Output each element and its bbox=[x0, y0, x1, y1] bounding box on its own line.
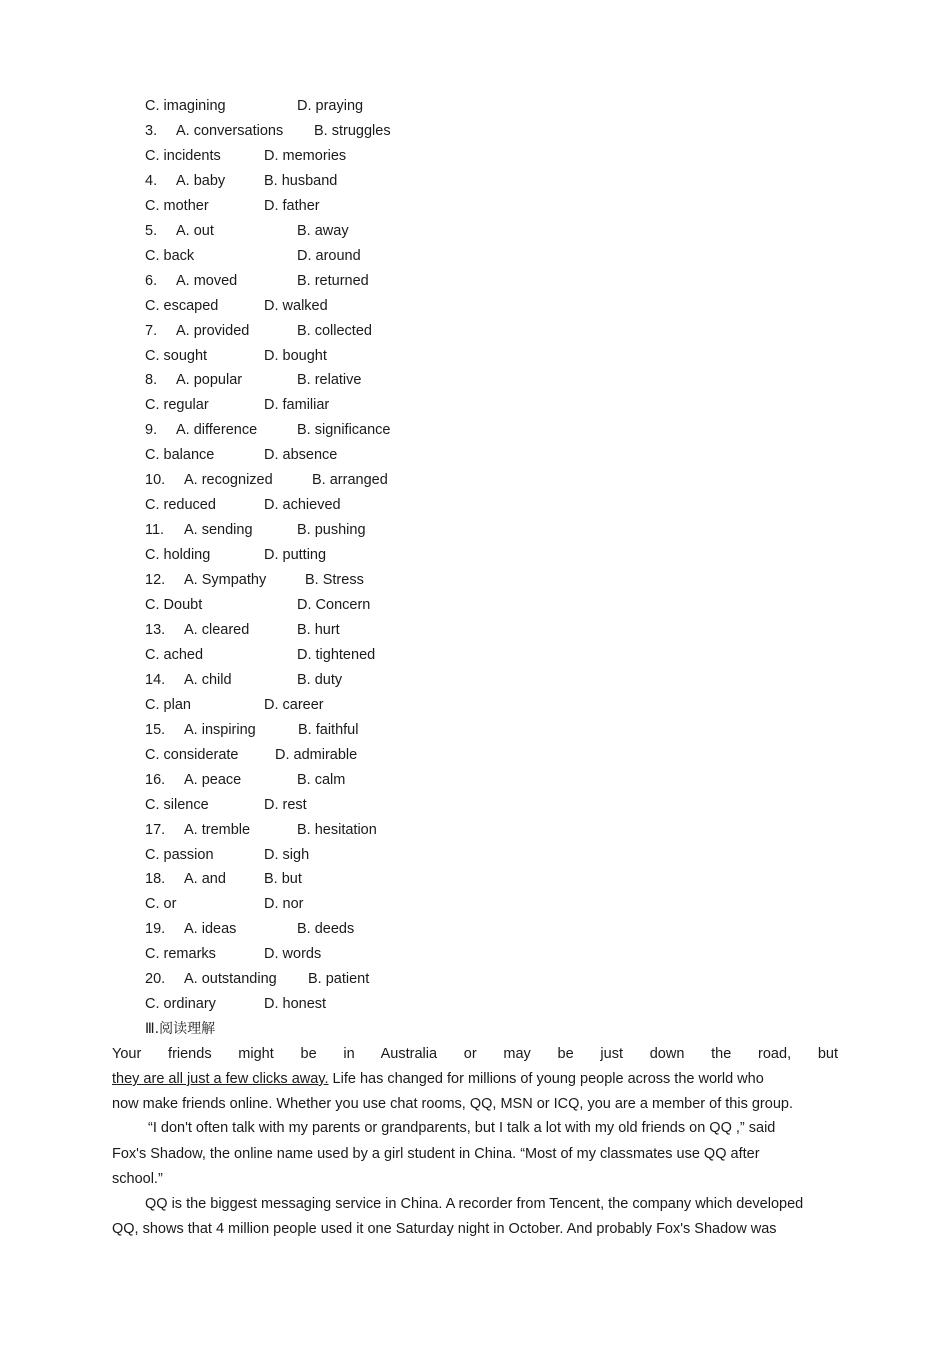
option-b: D. familiar bbox=[264, 397, 330, 413]
option-a: C. Doubt bbox=[145, 597, 203, 613]
option-a: A. out bbox=[176, 223, 214, 239]
option-b: D. sigh bbox=[264, 847, 310, 863]
passage-line: Your friends might be in Australia or may be just down the road, but bbox=[112, 1046, 838, 1062]
option-b: B. collected bbox=[297, 323, 372, 339]
option-a: C. imagining bbox=[145, 98, 226, 114]
option-a: C. escaped bbox=[145, 298, 219, 314]
option-b: D. words bbox=[264, 946, 322, 962]
option-a: C. back bbox=[145, 248, 195, 264]
option-b: D. around bbox=[297, 248, 361, 264]
option-b: D. memories bbox=[264, 148, 347, 164]
option-b: B. calm bbox=[297, 772, 346, 788]
option-a: A. peace bbox=[184, 772, 242, 788]
option-b: D. honest bbox=[264, 996, 327, 1012]
option-a: A. cleared bbox=[184, 622, 250, 638]
option-b: B. significance bbox=[297, 422, 391, 438]
option-b: B. returned bbox=[297, 273, 369, 289]
option-b: B. relative bbox=[297, 372, 362, 388]
option-b: D. rest bbox=[264, 797, 307, 813]
option-a: A. sending bbox=[184, 522, 253, 538]
option-a: C. or bbox=[145, 896, 177, 912]
option-a: C. considerate bbox=[145, 747, 239, 763]
option-b: B. hurt bbox=[297, 622, 340, 638]
passage-line: now make friends online. Whether you use chat rooms, QQ, MSN or ICQ, you are a member of this group. bbox=[112, 1096, 793, 1112]
option-b: B. duty bbox=[297, 672, 343, 688]
question-number: 16. bbox=[145, 772, 166, 788]
option-b: D. walked bbox=[264, 298, 328, 314]
question-number: 6. bbox=[145, 273, 158, 289]
option-b: D. putting bbox=[264, 547, 327, 563]
question-number: 9. bbox=[145, 422, 158, 438]
passage-line: QQ, shows that 4 million people used it one Saturday night in October. And probably Fox's Shadow was bbox=[112, 1221, 777, 1237]
option-b: D. tightened bbox=[297, 647, 376, 663]
option-a: A. outstanding bbox=[184, 971, 277, 987]
question-number: 10. bbox=[145, 472, 166, 488]
option-a: C. balance bbox=[145, 447, 215, 463]
option-a: A. moved bbox=[176, 273, 238, 289]
option-a: A. inspiring bbox=[184, 722, 256, 738]
option-b: B. pushing bbox=[297, 522, 366, 538]
option-a: C. ached bbox=[145, 647, 204, 663]
option-b: D. achieved bbox=[264, 497, 341, 513]
option-a: A. recognized bbox=[184, 472, 273, 488]
option-b: D. career bbox=[264, 697, 324, 713]
passage-line: QQ is the biggest messaging service in China. A recorder from Tencent, the company which developed bbox=[145, 1196, 804, 1212]
option-b: D. bought bbox=[264, 348, 327, 364]
question-number: 11. bbox=[145, 522, 165, 538]
option-a: A. popular bbox=[176, 372, 243, 388]
question-number: 18. bbox=[145, 871, 166, 887]
option-a: C. mother bbox=[145, 198, 209, 214]
option-b: B. husband bbox=[264, 173, 338, 189]
question-number: 14. bbox=[145, 672, 166, 688]
option-a: C. incidents bbox=[145, 148, 221, 164]
question-number: 4. bbox=[145, 173, 158, 189]
passage-line: Fox's Shadow, the online name used by a girl student in China. “Most of my classmates use QQ after bbox=[112, 1146, 760, 1162]
option-b: B. away bbox=[297, 223, 349, 239]
passage-line: school.” bbox=[112, 1171, 163, 1187]
option-a: A. and bbox=[184, 871, 226, 887]
option-b: B. Stress bbox=[305, 572, 364, 588]
option-b: B. but bbox=[264, 871, 302, 887]
option-a: C. reduced bbox=[145, 497, 216, 513]
option-a: A. provided bbox=[176, 323, 250, 339]
option-a: A. Sympathy bbox=[184, 572, 267, 588]
question-number: 3. bbox=[145, 123, 158, 139]
option-a: C. silence bbox=[145, 797, 209, 813]
option-b: B. faithful bbox=[298, 722, 359, 738]
option-a: C. passion bbox=[145, 847, 214, 863]
option-a: C. remarks bbox=[145, 946, 216, 962]
option-b: B. struggles bbox=[314, 123, 391, 139]
option-b: D. absence bbox=[264, 447, 338, 463]
option-a: A. child bbox=[184, 672, 232, 688]
passage-text: Life has changed for millions of young people across the world who bbox=[328, 1071, 764, 1087]
option-b: B. patient bbox=[308, 971, 370, 987]
option-b: B. arranged bbox=[312, 472, 388, 488]
option-a: C. regular bbox=[145, 397, 209, 413]
option-a: A. difference bbox=[176, 422, 258, 438]
option-b: D. nor bbox=[264, 896, 304, 912]
option-b: D. Concern bbox=[297, 597, 371, 613]
passage-line bbox=[112, 1067, 838, 1092]
question-number: 15. bbox=[145, 722, 166, 738]
option-a: A. tremble bbox=[184, 822, 251, 838]
question-number: 12. bbox=[145, 572, 166, 588]
underlined-phrase: they are all just a few clicks away. bbox=[112, 1071, 329, 1087]
question-number: 13. bbox=[145, 622, 166, 638]
option-b: B. hesitation bbox=[297, 822, 377, 838]
question-number: 17. bbox=[145, 822, 166, 838]
option-b: D. admirable bbox=[275, 747, 358, 763]
option-a: C. holding bbox=[145, 547, 211, 563]
option-a: A. baby bbox=[176, 173, 226, 189]
option-b: B. deeds bbox=[297, 921, 355, 937]
option-a: C. plan bbox=[145, 697, 191, 713]
option-a: C. sought bbox=[145, 348, 208, 364]
passage-line: “I don't often talk with my parents or grandparents, but I talk a lot with my old friends on QQ ,” said bbox=[148, 1120, 776, 1136]
option-a: A. ideas bbox=[184, 921, 237, 937]
question-number: 19. bbox=[145, 921, 166, 937]
question-number: 5. bbox=[145, 223, 158, 239]
option-a: A. conversations bbox=[176, 123, 284, 139]
question-number: 7. bbox=[145, 323, 158, 339]
question-number: 20. bbox=[145, 971, 166, 987]
option-a: C. ordinary bbox=[145, 996, 216, 1012]
option-b: D. praying bbox=[297, 98, 364, 114]
option-b: D. father bbox=[264, 198, 320, 214]
section-title: Ⅲ.阅读理解 bbox=[145, 1021, 216, 1037]
question-number: 8. bbox=[145, 372, 158, 388]
